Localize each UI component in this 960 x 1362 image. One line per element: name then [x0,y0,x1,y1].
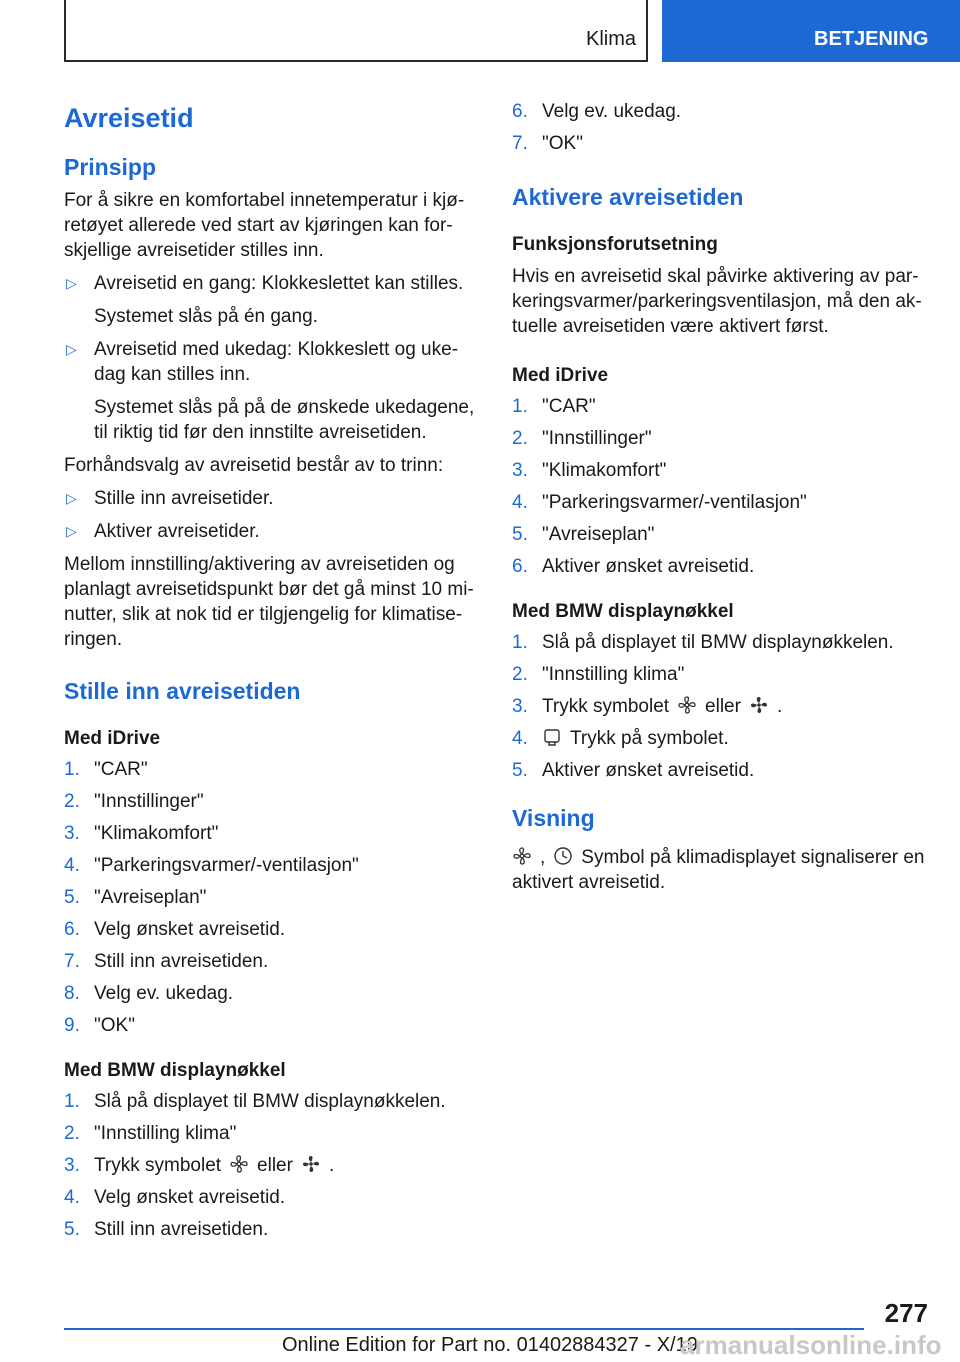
triangle-bullet-icon: ▷ [66,341,77,357]
list-item [512,395,932,419]
header-section-title: Klima [585,28,636,50]
display-text [512,845,932,895]
list-item [64,854,478,878]
page-title: Avreisetid [64,103,194,133]
step-number: 2. [64,791,80,812]
display-key-steps-list [64,1090,478,1242]
step-number: 4. [512,728,528,749]
step-number: 9. [64,1015,80,1036]
list-item [512,759,932,783]
set-departure-heading: Stille inn avreisetiden [64,678,301,704]
list-item [512,132,932,156]
list-item [512,100,932,124]
step-text: "OK" [94,1015,135,1036]
step-text: "Innstillinger" [94,791,204,812]
preselect-text: Forhåndsvalg av avreisetid består av to trinn: [64,455,444,476]
header-chapter-tab: BETJENING [662,0,960,62]
step-number: 1. [64,1091,80,1112]
display-heading: Visning [512,805,595,831]
list-item [512,459,932,483]
bullet-text: Avreisetid med ukedag: Klokkeslett og uke-dag kan stilles inn. [94,339,459,385]
list-item [512,427,932,451]
step-number: 3. [512,696,528,717]
step-text: "Avreiseplan" [542,524,655,545]
bullet-item [64,337,478,387]
list-item [512,663,932,687]
step-number: 3. [512,460,528,481]
list-item [512,631,932,655]
step-text: . [328,1155,335,1176]
step-text: Trykk på symbolet. [570,728,729,749]
list-item [64,1218,478,1242]
step-number: 6. [512,101,528,122]
step-text: "Avreiseplan" [94,887,207,908]
triangle-bullet-icon: ▷ [66,523,77,539]
step-text: "OK" [542,133,583,154]
step-text: "Parkeringsvarmer/-ventilasjon" [94,855,359,876]
bullet-item [64,486,478,511]
list-item [64,1014,478,1038]
step-text: Still inn avreisetiden. [94,951,269,972]
step-text: Trykk symbolet [94,1155,222,1176]
list-item [512,695,932,719]
left-column [64,100,478,1262]
list-item [512,491,932,515]
step-number: 2. [512,664,528,685]
step-text: "Innstilling klima" [94,1123,237,1144]
step-number: 1. [512,396,528,417]
step-text: Slå på displayet til BMW displaynøkkelen. [94,1091,446,1112]
list-item [64,1154,478,1178]
continued-steps-list [512,100,932,156]
step-text: "Innstilling klima" [542,664,685,685]
principle-text: For å sikre en komfortabel innetemperatur i kjø-retøyet allerede ved start av kjøringen kan for-skjellige avreisetider stilles inn. [64,190,465,261]
step-number: 4. [512,492,528,513]
step-number: 5. [64,887,80,908]
list-item [64,886,478,910]
step-number: 7. [512,133,528,154]
list-item [64,758,478,782]
display-description: Symbol på klimadisplayet signaliserer en aktivert avreisetid. [512,847,925,893]
triangle-bullet-icon: ▷ [66,275,77,291]
list-item [64,982,478,1006]
clock-icon [553,846,573,866]
list-item [64,1122,478,1146]
step-text: Aktiver ønsket avreisetid. [542,760,755,781]
step-number: 4. [64,855,80,876]
step-text: "Klimakomfort" [542,460,667,481]
step-number: 3. [64,1155,80,1176]
fan-outline-icon [229,1154,249,1174]
step-number: 5. [512,524,528,545]
step-number: 4. [64,1187,80,1208]
list-item [64,790,478,814]
bullet-text: Avreisetid en gang: Klokkeslettet kan stilles. [94,273,464,294]
step-text: Velg ev. ukedag. [542,101,682,122]
step-number: 6. [512,556,528,577]
display-key-steps-list [512,631,932,783]
step-number: 2. [64,1123,80,1144]
bullet-item [64,519,478,544]
step-number: 7. [64,951,80,972]
step-number: 1. [64,759,80,780]
bullet-item [64,271,478,296]
step-text: "Innstillinger" [542,428,652,449]
step-text: Slå på displayet til BMW displaynøkkelen. [542,632,894,653]
step-text: Trykk symbolet [542,696,670,717]
page-number: 277 [884,1298,928,1328]
step-text: Velg ønsket avreisetid. [94,1187,286,1208]
idrive-heading: Med iDrive [512,365,609,386]
header-section-box [64,0,648,62]
display-key-heading: Med BMW displaynøkkel [64,1060,286,1081]
step-number: 6. [64,919,80,940]
step-number: 5. [512,760,528,781]
step-text: . [776,696,783,717]
idrive-steps-list [512,395,932,579]
display-key-heading: Med BMW displaynøkkel [512,601,734,622]
step-text: "Parkeringsvarmer/-ventilasjon" [542,492,807,513]
activate-heading: Aktivere avreisetiden [512,184,744,210]
bullet-subtext: Systemet slås på én gang. [94,306,318,327]
function-requirement-heading: Funksjonsforutsetning [512,234,718,255]
interval-text: Mellom innstilling/aktivering av avreisetiden og planlagt avreisetidspunkt bør det gå minst 10 mi-nutter, slik at nok tid er tilgjengelig for klimatise-ringen. [64,554,474,650]
list-item [64,1186,478,1210]
right-column [512,100,932,903]
step-number: 1. [512,632,528,653]
list-item [512,523,932,547]
idrive-heading: Med iDrive [64,728,161,749]
list-item [64,918,478,942]
fan-filled-icon [749,695,769,715]
step-text: Velg ønsket avreisetid. [94,919,286,940]
step-text: Still inn avreisetiden. [94,1219,269,1240]
list-item [64,822,478,846]
bullet-text: Aktiver avreisetider. [94,521,260,542]
step-text: Aktiver ønsket avreisetid. [542,556,755,577]
step-text: eller [257,1155,293,1176]
step-number: 2. [512,428,528,449]
step-text: "Klimakomfort" [94,823,219,844]
principle-heading: Prinsipp [64,154,157,180]
list-item [64,950,478,974]
step-text: "CAR" [542,396,596,417]
idrive-steps-list [64,758,478,1038]
list-item [512,555,932,579]
step-text: eller [705,696,741,717]
step-text: "CAR" [94,759,148,780]
fan-outline-icon [512,846,532,866]
fan-outline-icon [677,695,697,715]
step-number: 8. [64,983,80,1004]
step-number: 5. [64,1219,80,1240]
separator-comma: , [540,847,546,868]
list-item [64,1090,478,1114]
function-requirement-text: Hvis en avreisetid skal påvirke aktivering av par-keringsvarmer/parkeringsventilasjon, må den ak-tuelle avreisetiden være aktivert først. [512,266,922,337]
step-text: Velg ev. ukedag. [94,983,234,1004]
footer-edition: Online Edition for Part no. 01402884327 - X/19 [282,1334,698,1356]
display-key-icon [542,727,562,747]
list-item [512,727,932,751]
triangle-bullet-icon: ▷ [66,490,77,506]
step-number: 3. [64,823,80,844]
bullet-text: Stille inn avreisetider. [94,488,274,509]
bullet-subtext: Systemet slås på på de ønskede ukedagene, til riktig tid før den innstilte avreisetiden. [94,397,475,443]
watermark: armanualsonline.info [680,1330,942,1360]
fan-filled-icon [301,1154,321,1174]
